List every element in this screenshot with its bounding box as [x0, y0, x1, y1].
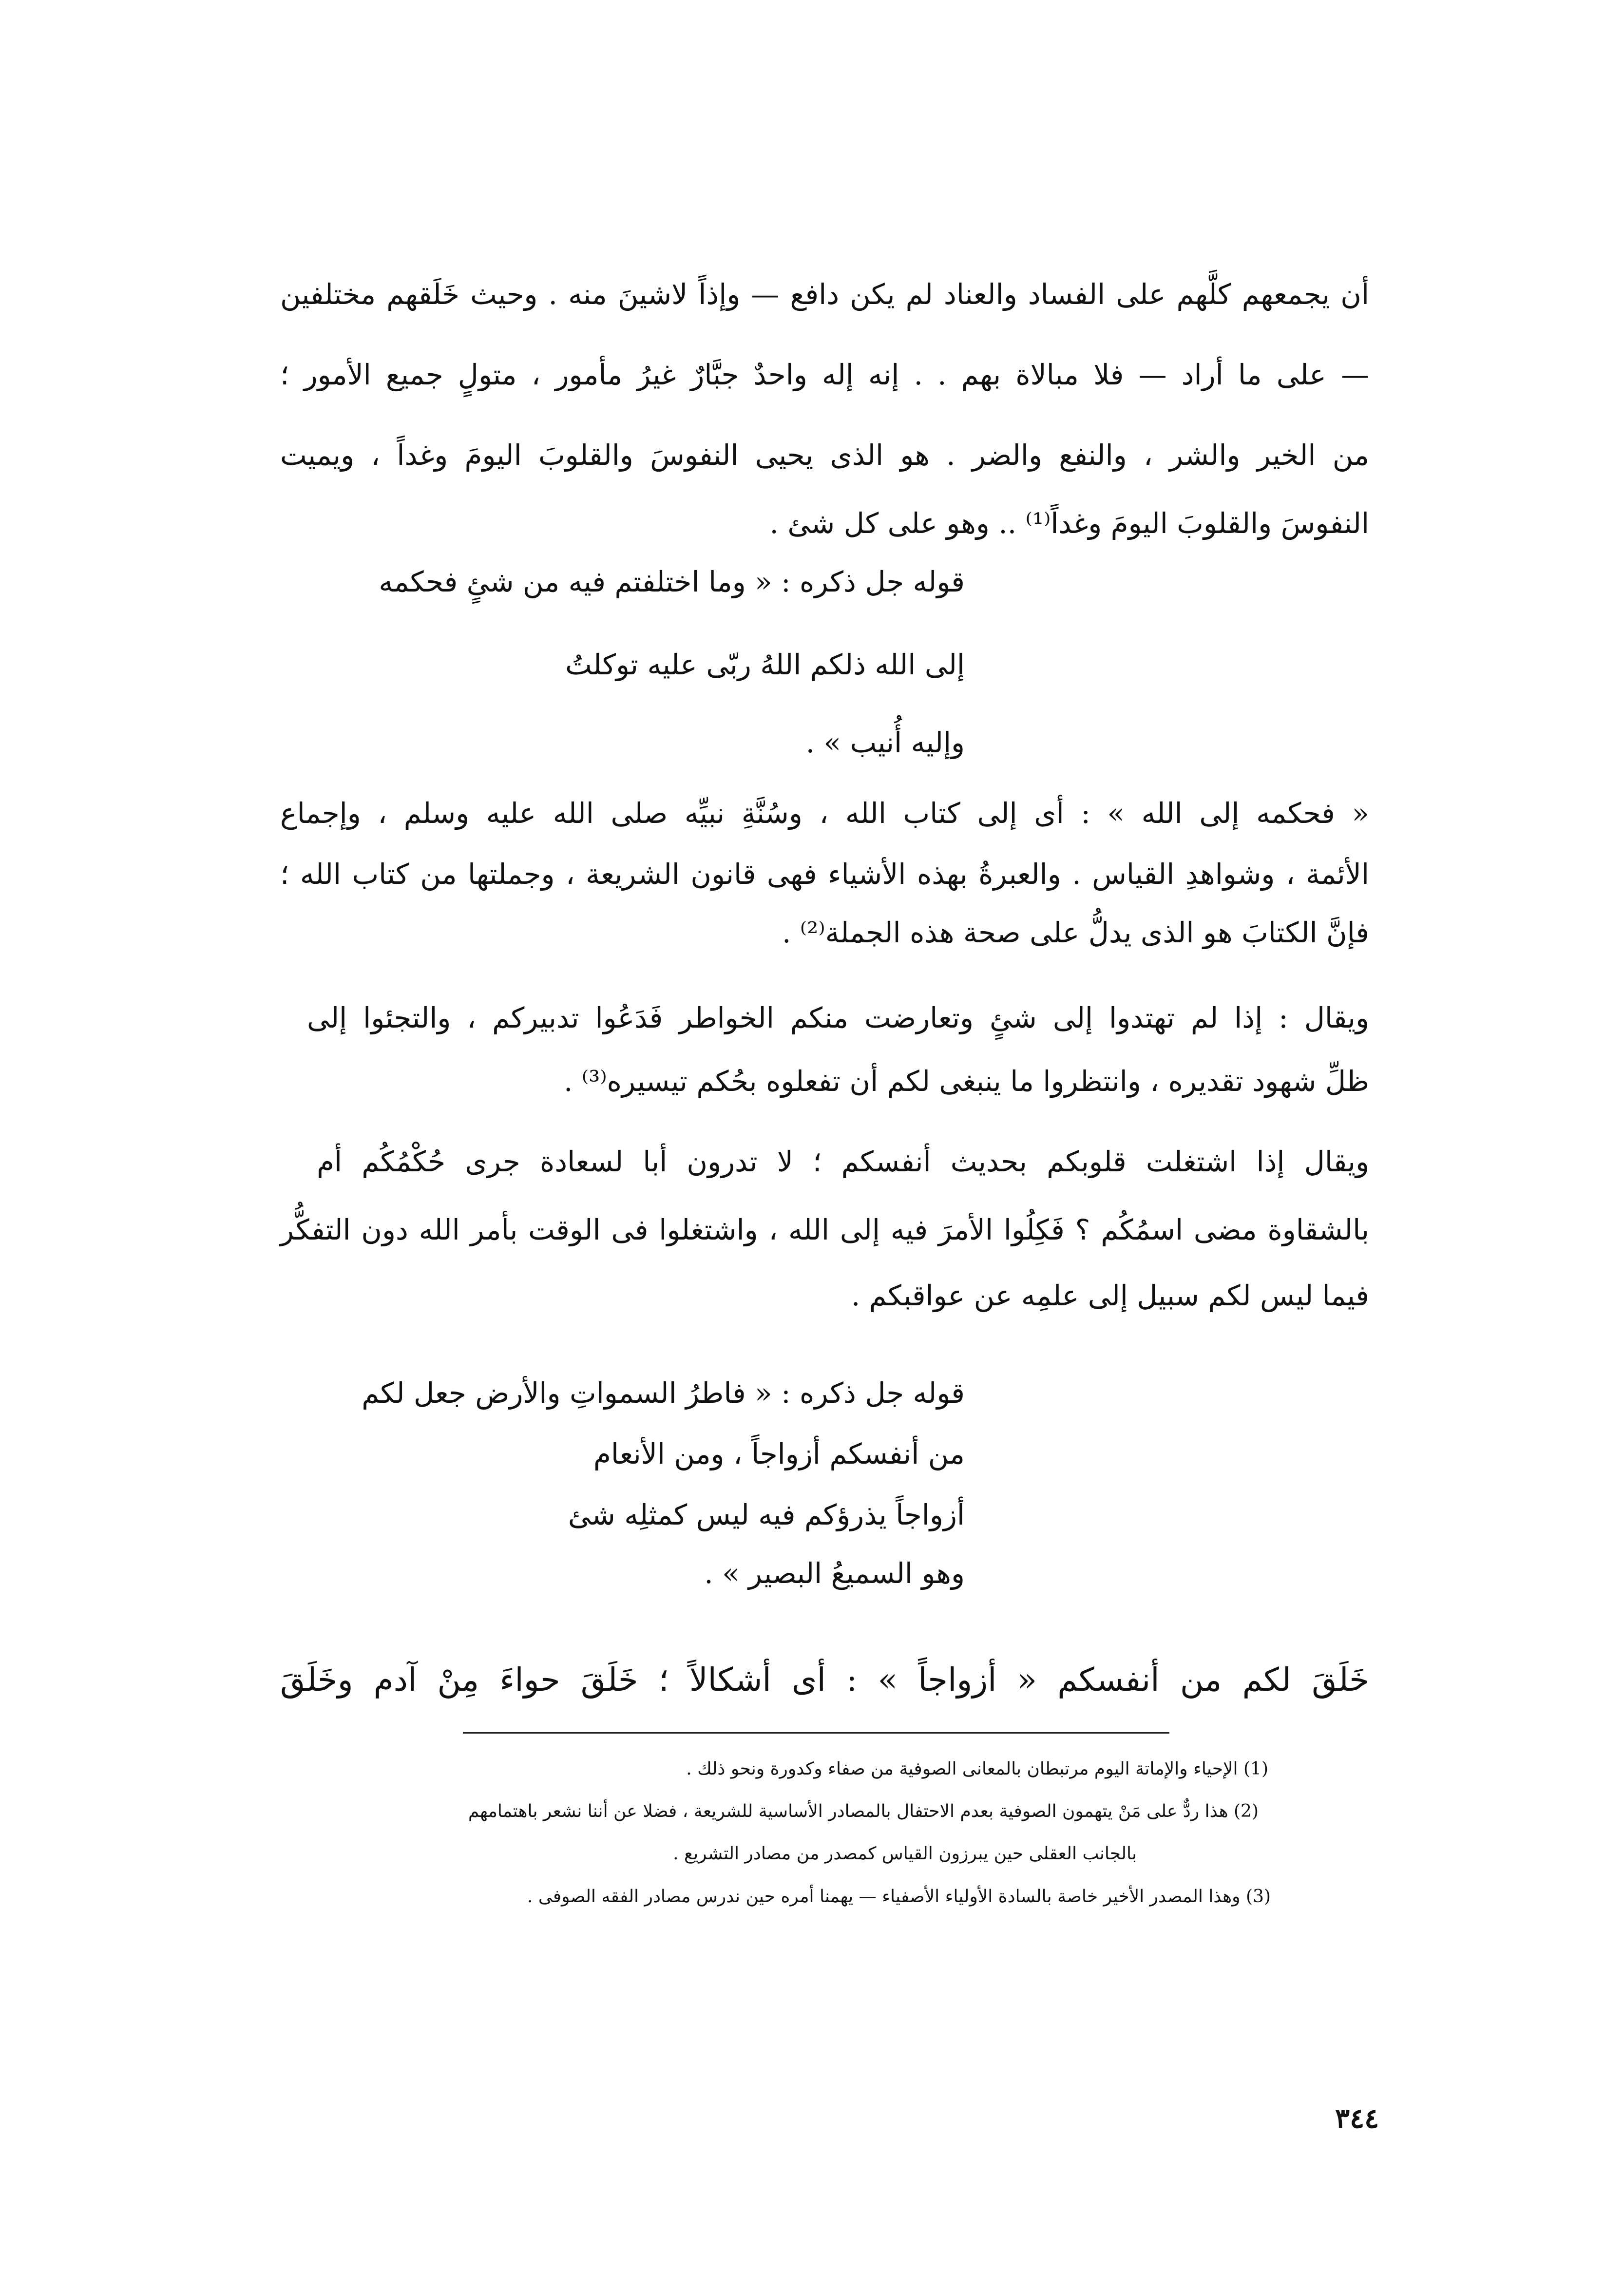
footnote-divider [463, 1732, 1169, 1734]
text-line: خَلَقَ لكم من أنفسكم « أزواجاً » : أى أشكالاً ؛ خَلَقَ حواءَ مِنْ آدم وخَلَقَ [280, 1661, 1369, 1699]
page-number: ٣٤٤ [1335, 2102, 1379, 2135]
quote-line: من أنفسكم أزواجاً ، ومن الأنعام [593, 1437, 965, 1470]
text-line: ويقال إذا اشتغلت قلوبكم بحديث أنفسكم ؛ لا تدرون أبا لسعادة جرى حُكْمُكُم أم [317, 1145, 1369, 1178]
footnote-1: (1) الإحياء والإماتة اليوم مرتبطان بالمعانى الصوفية من صفاء وكدورة ونحو ذلك . [686, 1759, 1268, 1779]
text-line: ويقال : إذا لم تهتدوا إلى شئٍ وتعارضت منكم الخواطر فَدَعُوا تدبيركم ، والتجئوا إلى [307, 1001, 1369, 1034]
text-line: « فحكمه إلى الله » : أى إلى كتاب الله ، وسُنَّةِ نبيِّه صلى الله عليه وسلم ، وإجماع [280, 797, 1369, 830]
quote-line: قوله جل ذكره : « وما اختلفتم فيه من شئٍ فحكمه [379, 565, 965, 598]
text-line: النفوسَ والقلوبَ اليومَ وغداً⁽¹⁾ .. وهو على كل شئ . [769, 507, 1369, 540]
quote-line: إلى الله ذلكم اللهُ ربّى عليه توكلتُ [565, 648, 965, 681]
text-line: فإنَّ الكتابَ هو الذى يدلُّ على صحة هذه الجملة⁽²⁾ . [782, 916, 1369, 949]
paragraph-2 [280, 799, 1369, 974]
quran-quote-2 [283, 1376, 965, 1627]
text-line: — على ما أراد — فلا مبالاة بهم . . إنه إله واحدٌ جبَّارٌ غيرُ مأمور ، متولٍ جميع الأمور ؛ [280, 358, 1369, 391]
paragraph-4 [280, 1147, 1369, 1333]
text-line: فيما ليس لكم سبيل إلى علمِه عن عواقبكم . [851, 1279, 1369, 1312]
footnote-2-continued: بالجانب العقلى حين يبرزون القياس كمصدر من مصادر التشريع . [673, 1844, 1137, 1864]
quote-line: وهو السميعُ البصير » . [704, 1557, 965, 1590]
paragraph-3 [280, 1001, 1369, 1121]
quote-line: قوله جل ذكره : « فاطرُ السمواتِ والأرض جعل لكم [362, 1376, 965, 1410]
footnote-3: (3) وهذا المصدر الأخير خاصة بالسادة الأولياء الأصفياء — يهمنا أمره حين ندرس مصادر الفقه الصوفى . [527, 1887, 1271, 1907]
quote-line: أزواجاً يذرؤكم فيه ليس كمثلِه شئ [568, 1498, 965, 1531]
text-line: من الخير والشر ، والنفع والضر . هو الذى يحيى النفوسَ والقلوبَ اليومَ وغداً ، ويميت [280, 439, 1369, 472]
text-line: أن يجمعهم كلَّهم على الفساد والعناد لم يكن دافع — وإذاً لاشينَ منه . وحيث خَلَقهم مختلفين [280, 278, 1369, 311]
quran-quote-1 [283, 565, 965, 777]
text-line: ظلِّ شهود تقديره ، وانتظروا ما ينبغى لكم أن تفعلوه بحُكم تيسيره⁽³⁾ . [563, 1065, 1369, 1098]
quote-line: وإليه أُنيب » . [805, 726, 965, 759]
text-line: الأئمة ، وشواهدِ القياس . والعبرةُ بهذه الأشياء فهى قانون الشريعة ، وجملتها من كتاب الله ؛ [280, 858, 1369, 891]
footnote-2: (2) هذا ردٌّ على مَنْ يتهمون الصوفية بعدم الاحتفال بالمصادر الأساسية للشريعة ، فضلا عن أننا نشعر باهتمامهم [468, 1801, 1259, 1821]
text-line: بالشقاوة مضى اسمُكُم ؟ فَكِلُوا الأمرَ فيه إلى الله ، واشتغلوا فى الوقت بأمر الله دون التفكُّر [280, 1213, 1369, 1246]
paragraph-1 [280, 280, 1369, 543]
paragraph-5 [280, 1661, 1369, 1708]
